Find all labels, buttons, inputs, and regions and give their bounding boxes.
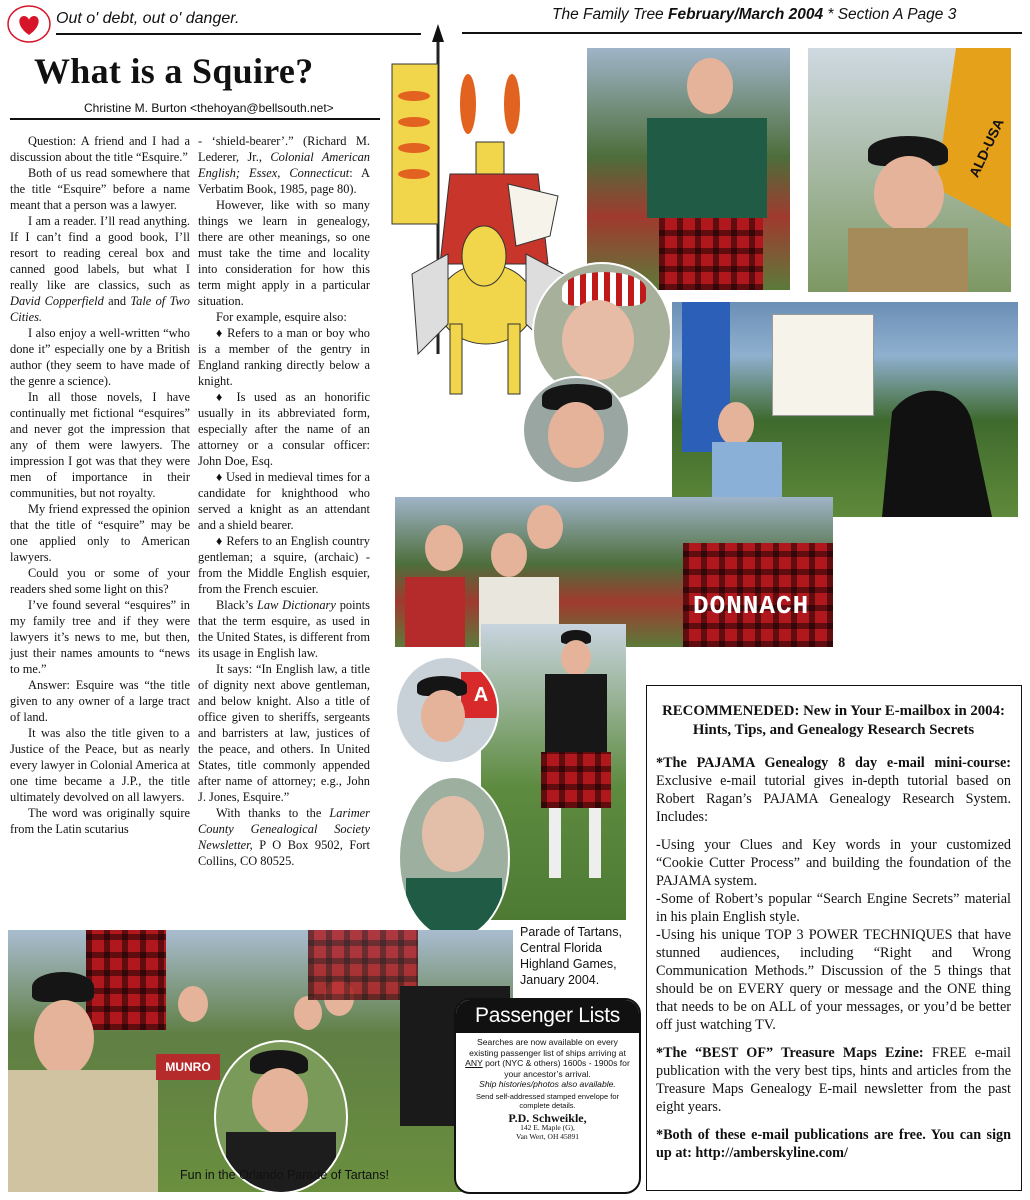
recommended-item-treasure-maps: *The “BEST OF” Treasure Maps Ezine: FREE e-mail publication with the very best tips, hints and articles from the Treasure Maps Genealogy E-mail newsletter from the past eight years. [656,1045,1011,1115]
banner-flag [936,48,1011,228]
paragraph: Black’s Law Dictionary points that the term esquire, as used in the United States, is different from its usage in English law. [198,598,370,660]
munro-sign: MUNRO [156,1054,220,1080]
recommended-signup: *Both of these e-mail publications are free. You can sign up at: http://amberskyline.com/ [656,1127,1011,1161]
photo-white-haired-man [398,776,510,940]
photo-piper-elder [587,48,790,290]
passenger-lists-ad [454,998,641,1194]
ad-line-1: Searches are now available on every existing passenger list of ships arriving at ANY port (NYC & others) 1600s - 1900s for your ancestor’s arrival. [465,1037,630,1079]
bullet-item: ♦ Is used as an honorific usually in its abbreviated form, especially after the name of an attorney or a consular officer: John Doe, Esq. [198,390,370,468]
donnach-banner-text: DONNACH [693,591,810,621]
recommended-heading: RECOMMENEDED: New in Your E-mailbox in 2004: Hints, Tips, and Genealogy Research Secrets [662,703,1005,738]
masthead-issue: February/March 2004 [668,6,824,23]
caption-parade-of-tartans: Parade of Tartans, Central Florida Highland Games, January 2004. [520,925,622,987]
article-byline: Christine M. Burton <thehoyan@bellsouth.net> [84,101,334,115]
paragraph: It says: “In English law, a title of dignity next above gentleman, and below knight. Also a title of office given to sheriffs, sergeants and barristers at law, justices of the peace, and others. In United States, title commonly appended after name of attorney; e.g., John J. Jones, Esquire.” [198,662,370,804]
photo-clan-banner [672,302,1018,517]
article-title: What is a Squire? [34,51,314,91]
paragraph: In all those novels, I have continually met fictional “esquires” and never got the impression that any of them were lawyers. The impression I got was that they were men of importance in their communities, but not royalty. [10,390,190,500]
ad-title: Passenger Lists [456,1000,639,1033]
header-motto: Out o' debt, out o' danger. [56,10,240,27]
banner-flag-text: ALD-USA [965,115,1007,180]
byline-rule [10,118,380,120]
paragraph: Answer: Esquire was “the title given to any owner of a large tract of land. [10,678,190,724]
photo-man-oval [395,656,499,764]
recommended-bullet: -Using his unique TOP 3 POWER TECHNIQUES that have stunned audiences, including “Right and Wrong Communication Methods.” Discussion of the 5 things that should be on EVERY query or message and the ONE thing that needs to be on ALL of your messages, or you’d be better off just watching TV. [656,927,1011,1033]
bullet-icon: ♦ [216,390,228,404]
recommended-box [646,685,1022,1191]
paragraph: With thanks to the Larimer County Genealogical Society Newsletter, P O Box 9502, Fort Collins, CO 80525. [198,806,370,868]
photo-man-with-feather [808,48,1011,292]
masthead [552,6,956,24]
masthead-publication: The Family Tree [552,6,668,23]
bullet-item: ♦ Refers to an English country gentleman; a squire, (archaic) - from the Middle English esquier, from the French escuier. [198,534,370,596]
photo-man-glasses-circle [522,376,630,484]
masthead-section: * Section A Page 3 [823,6,957,23]
caption-orlando-parade: Fun in the Orlando Parade of Tartans! [180,1168,389,1182]
paragraph: - ‘shield-bearer’.” (Richard M. Lederer, Jr., Colonial American English; Essex, Connecticut: A Verbatim Book, 1985, page 80). [198,134,370,196]
bullet-icon: ♦ [216,470,223,484]
recommended-item-pajama: *The PAJAMA Genealogy 8 day e-mail mini-course: Exclusive e-mail tutorial gives in-depth tutorial based on Robert Ragan’s PAJAMA Genealogy Research System. Includes: [656,755,1011,825]
paragraph: It was also the title given to a Justice of the Peace, but as nearly every lawyer in Colonial America at one time became a J.P., the title ultimately devolved on all lawyers. [10,726,190,804]
ad-address-1: 142 E. Maple (G), [520,1123,575,1132]
paragraph: I am a reader. I’ll read anything. If I can’t find a good book, I’ll resort to reading cereal box and canned good labels, but what I really like are classics, such as David Copperfield and Tale of Two Cities. [10,214,190,324]
photo-orlando-parade [8,930,513,1192]
recommended-bullet: -Some of Robert’s popular “Search Engine Secrets” material in his plain English style. [656,891,1011,925]
sign-letter: A [461,672,499,718]
paragraph: The word was originally squire from the Latin scutarius [10,806,190,836]
paragraph: Could you or some of your readers shed some light on this? [10,566,190,596]
paragraph: However, like with so many things we learn in genealogy, there are other meanings, so one must take the time and locality into consideration for how this term might apply in a particular situation. [198,198,370,308]
bullet-item: ♦ Used in medieval times for a candidate for knighthood who served a knight as an attendant and a shield bearer. [198,470,370,532]
paragraph: For example, esquire also: [216,310,347,324]
article-column-2 [198,133,370,869]
ad-name: P.D. Schweikle, [508,1110,587,1125]
paragraph: My friend expressed the opinion that the title of “esquire” may be one applied only to American lawyers. [10,502,190,564]
piper-silhouette [792,372,1018,517]
paragraph: Both of us read somewhere that the title “Esquire” before a name meant that a person was a lawyer. [10,166,190,212]
bullet-icon: ♦ [216,326,224,340]
paragraph: Question: A friend and I had a discussion about the title “Esquire.” [10,134,190,164]
ad-line-2: Ship histories/photos also available. [479,1079,616,1089]
bullet-item: ♦ Refers to a man or boy who is a member of the gentry in England ranking directly below a knight. [198,326,371,388]
ad-body [456,1033,639,1141]
recommended-bullet: -Using your Clues and Key words in your customized “Cookie Cutter Process” and building the foundation of the PAJAMA system. [656,837,1011,889]
header-rule-left [56,33,421,35]
paragraph: I’ve found several “esquires” in my family tree and if they were lawyers it’s news to me, but then, just their names amounts to “news to me.” [10,598,190,676]
article-column-1 [10,133,190,837]
heart-logo [6,4,52,44]
ad-line-3: Send self-addressed stamped envelope for complete details. [475,1091,619,1110]
paragraph: I also enjoy a well-written “who done it” especially one by a British author (they seem to have made of the genre a science). [10,326,190,388]
bullet-icon: ♦ [216,534,223,548]
ad-address-2: Van Wert, OH 45891 [516,1132,579,1141]
